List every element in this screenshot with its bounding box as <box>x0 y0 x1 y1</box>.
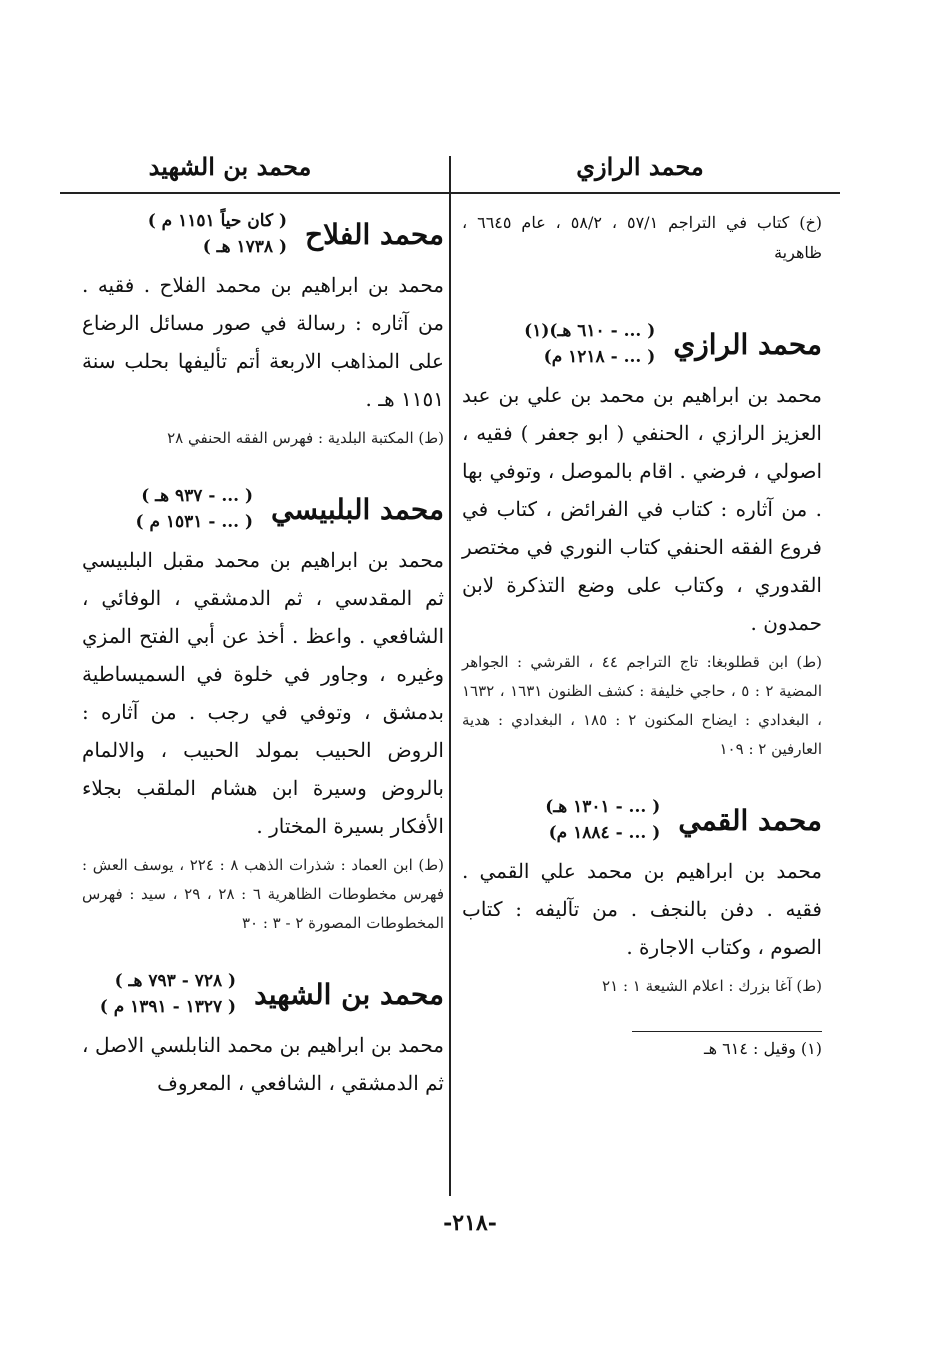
hijri-dates: ( ... - ٦١٠ هـ)(١) <box>524 321 656 341</box>
gregorian-dates: ( ... - ١٢١٨ م) <box>543 347 656 367</box>
entry-muhammad-al-razi <box>462 318 822 764</box>
entry-muhammad-al-qummi <box>462 794 822 1001</box>
entry-head <box>82 968 444 1020</box>
entry-references: (ط) ابن العماد : شذرات الذهب ٨ : ٢٢٤ ، يوسف العش : فهرس مخطوطات الظاهرية ٦ : ٢٨ ، ٢٩ ، سيد : فهرس المخطوطات المصورة ٢ - ٣ : ٣٠ <box>82 856 445 932</box>
left-column <box>82 208 444 1132</box>
entry-references: (ط) آغا بزرك : اعلام الشيعة ١ : ٢١ <box>602 977 822 995</box>
entry-body: محمد بن ابراهيم بن محمد بن علي بن عبد العزيز الرازي ، الحنفي ( ابو جعفر ) فقيه ، اصولي ، فرضي . اقام بالموصل ، وتوفي بها . من آثاره : كتاب في الفرائض ، كتاب في فروع الفقه الحنفي كتاب النوري في مختصر القدوري ، وكتاب على وضع التذكرة لابن حمدون . <box>462 383 822 635</box>
second-dates: ( ١٧٣٨ هـ ) <box>202 237 288 257</box>
first-dates: ( كان حياً ١١٥١ م ) <box>147 211 288 231</box>
entry-name: محمد بن الشهيد <box>254 977 444 1011</box>
hijri-dates: ( ... - ٩٣٧ هـ ) <box>141 486 254 506</box>
entry-references: (ط) المكتبة البلدية : فهرس الفقه الحنفي ٢٨ <box>167 429 444 447</box>
left-column-header: محمد بن الشهيد <box>148 152 312 181</box>
footnote: (١) وقيل : ٦١٤ هـ <box>703 1039 822 1058</box>
entry-name: محمد القمي <box>678 803 822 837</box>
entry-dates <box>100 968 236 1020</box>
right-column <box>462 208 822 1062</box>
hijri-dates: ( ٧٢٨ - ٧٩٣ هـ ) <box>114 971 237 991</box>
page-number: -٢١٨- <box>443 1210 497 1236</box>
entry-name: محمد الفلاح <box>305 217 444 251</box>
entry-head <box>82 208 444 260</box>
entry-body: محمد بن ابراهيم بن محمد علي القمي . فقيه . دفن بالنجف . من تآليفه : كتاب الصوم ، وكتاب الاجارة . <box>462 859 822 959</box>
gregorian-dates: ( ... - ١٥٣١ م ) <box>135 512 254 532</box>
right-column-header: محمد الرازي <box>576 152 704 181</box>
entry-muhammad-ibn-al-shahid <box>82 968 444 1102</box>
entry-dates <box>545 794 660 846</box>
hijri-dates: ( ... - ١٣٠١ هـ) <box>545 797 661 817</box>
entry-dates <box>148 208 287 260</box>
entry-name: محمد الرازي <box>673 327 822 361</box>
entry-name: محمد البلبيسي <box>271 492 444 526</box>
entry-dates <box>524 318 655 370</box>
entry-muhammad-al-fallah <box>82 208 444 453</box>
entry-body: محمد بن ابراهيم بن محمد النابلسي الاصل ، ثم الدمشقي ، الشافعي ، المعروف <box>82 1033 444 1095</box>
entry-head <box>462 318 822 370</box>
entry-dates <box>135 483 253 535</box>
entry-body: محمد بن ابراهيم بن محمد الفلاح . فقيه . من آثاره : رسالة في صور مسائل الرضاع على المذاهب الاربعة أتم تأليفها بحلب سنة ١١٥١ هـ . <box>82 273 444 411</box>
gregorian-dates: ( ... - ١٨٨٤ م) <box>548 823 661 843</box>
footnote-rule <box>632 1031 822 1032</box>
gregorian-dates: ( ١٣٢٧ - ١٣٩١ م ) <box>99 997 237 1017</box>
entry-body: محمد بن ابراهيم بن محمد مقبل البلبيسي ثم المقدسي ، ثم الدمشقي ، الوفائي ، الشافعي . واعظ . أخذ عن أبي الفتح المزي وغيره ، وجاور في خلوة في السميساطية بدمشق ، وتوفي في رجب . من آثاره : الروض الحبيب بمولد الحبيب ، والالمام بالروض وسيرة ابن هشام الملقب بجلاء الأفكار بسيرة المختار . <box>82 548 444 838</box>
entry-head <box>82 483 444 535</box>
column-divider <box>449 156 451 1196</box>
entry-head <box>462 794 822 846</box>
entry-muhammad-al-bilbisi <box>82 483 444 938</box>
continued-references: (خ) كتاب في التراجم ٥٧/١ ، ٥٨/٢ ، عام ٦٦٤٥ ، ظاهرية <box>462 213 823 262</box>
entry-references: (ط) ابن قطلوبغا: تاج التراجم ٤٤ ، القرشي : الجواهر المضية ٢ : ٥ ، حاجي خليفة : كشف الظنون ١٦٣١ ، ١٦٣٢ ، البغدادي : ايضاح المكنون ٢ : ١٨٥ ، البغدادي : هدية العارفين ٢ : ١٠٩ <box>462 653 822 758</box>
